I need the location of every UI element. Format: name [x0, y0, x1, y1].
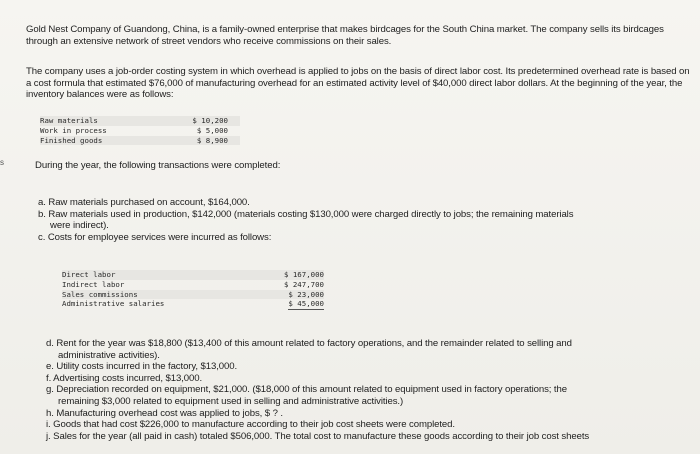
table-row	[62, 290, 324, 300]
list-item: e. Utility costs incurred in the factory, $13,000.	[46, 361, 238, 373]
row-value: $ 167,000	[283, 270, 324, 279]
row-label: Raw materials	[40, 116, 98, 125]
list-item: i. Goods that had cost $226,000 to manufacture according to their job cost sheets were completed.	[46, 419, 455, 431]
row-value: $ 8,900	[196, 135, 228, 145]
list-item: b. Raw materials used in production, $142,000 (materials costing $130,000 were charged directly to jobs; the remaining materials	[38, 208, 574, 220]
table-row	[62, 280, 324, 290]
list-item: h. Manufacturing overhead cost was applied to jobs, $ ? .	[46, 407, 283, 419]
transactions-list-a-c	[38, 197, 678, 243]
transactions-list-d-j	[46, 338, 686, 442]
row-label: Indirect labor	[62, 279, 125, 289]
table-row	[62, 270, 324, 280]
employee-costs-table	[62, 270, 324, 309]
row-value: $ 247,700	[283, 279, 324, 289]
list-item: j. Sales for the year (all paid in cash) totaled $506,000. The total cost to manufacture these goods according to their job cost sheets	[46, 430, 590, 442]
row-label: Sales commissions	[62, 289, 138, 299]
list-item: a. Raw materials purchased on account, $164,000.	[38, 197, 250, 208]
list-item: g. Depreciation recorded on equipment, $21,000. ($18,000 of this amount related to equipment used in factory operations; the	[46, 384, 567, 396]
during-paragraph: During the year, the following transactions were completed:	[35, 160, 281, 171]
row-label: Work in process	[40, 125, 107, 135]
row-label: Finished goods	[40, 135, 103, 145]
row-value: $ 10,200	[192, 116, 228, 125]
row-value: $ 45,000	[288, 299, 324, 309]
table-row	[62, 299, 324, 309]
margin-mark: s	[0, 158, 4, 167]
list-item: d. Rent for the year was $18,800 ($13,400 of this amount related to factory operations, and the remainder related to selling and	[46, 338, 572, 349]
table-row	[40, 116, 240, 126]
row-value: $ 5,000	[196, 125, 228, 135]
table-row	[40, 136, 240, 146]
list-item-continuation: were indirect).	[50, 220, 109, 232]
list-item: c. Costs for employee services were incurred as follows:	[38, 231, 272, 243]
costing-paragraph: The company uses a job-order costing system in which overhead is applied to jobs on the basis of direct labor cost. Its predetermined overhead rate is based on a cost formula that estimated $76,000 of manufacturing overhead for an estimated activity level of $40,000 direct labor dollars. At the beginning of the year, the inventory balances were as follows:	[26, 66, 690, 101]
list-item-continuation: administrative activities).	[58, 349, 160, 361]
list-item-continuation: remaining $3,000 related to equipment used in selling and administrative activities.)	[58, 395, 404, 407]
row-label: Administrative salaries	[62, 299, 165, 309]
table-row	[40, 126, 240, 136]
intro-paragraph: Gold Nest Company of Guandong, China, is a family-owned enterprise that makes birdcages for the South China market. The company sells its birdcages through an extensive network of street vendors who receive commissions on their sales.	[26, 24, 664, 47]
inventory-balances-table	[40, 116, 240, 145]
row-value: $ 23,000	[288, 289, 324, 299]
row-label: Direct labor	[62, 270, 116, 279]
list-item: f. Advertising costs incurred, $13,000.	[46, 372, 203, 384]
